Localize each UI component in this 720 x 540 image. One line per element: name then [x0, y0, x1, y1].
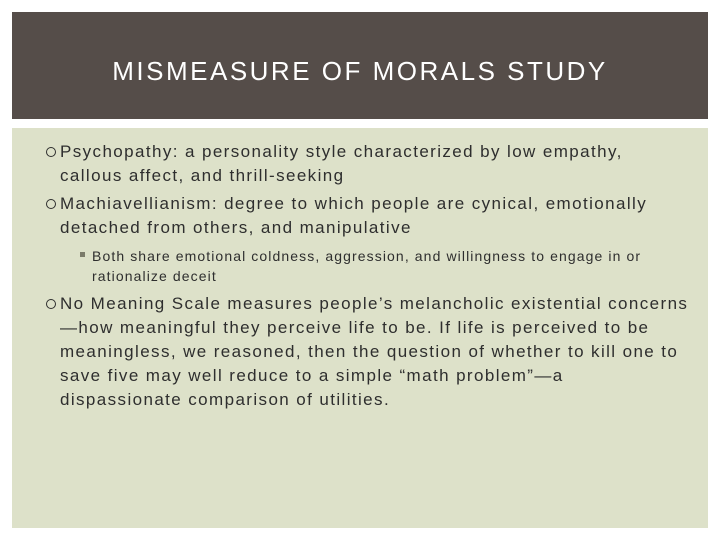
hollow-circle-bullet-icon [46, 147, 56, 157]
slide-header [12, 12, 708, 119]
bullet-machiavellianism [60, 192, 690, 240]
bullet-no-meaning-scale [60, 292, 690, 412]
bullet-psychopathy [60, 140, 690, 188]
slide-body [12, 128, 708, 528]
hollow-circle-bullet-icon [46, 299, 56, 309]
square-bullet-icon [80, 252, 85, 257]
slide-title: MISMEASURE OF MORALS STUDY [112, 56, 608, 86]
bullet-text: Machiavellianism: degree to which people are cynical, emotionally detached from others, and manipulative [60, 194, 648, 237]
sub-bullet-text: Both share emotional coldness, aggression, and willingness to engage in or rationalize deceit [92, 248, 642, 284]
hollow-circle-bullet-icon [46, 199, 56, 209]
sub-bullet-shared-traits [92, 246, 662, 286]
bullet-text: No Meaning Scale measures people’s melancholic existential concerns—how meaningful they perceive life to be. If life is perceived to be meaningless, we reasoned, then the question of whether to kill one to save five may well reduce to a simple “math problem”—a dispassionate comparison of utilities. [60, 294, 689, 409]
bullet-text: Psychopathy: a personality style characterized by low empathy, callous affect, and thrill-seeking [60, 142, 623, 185]
